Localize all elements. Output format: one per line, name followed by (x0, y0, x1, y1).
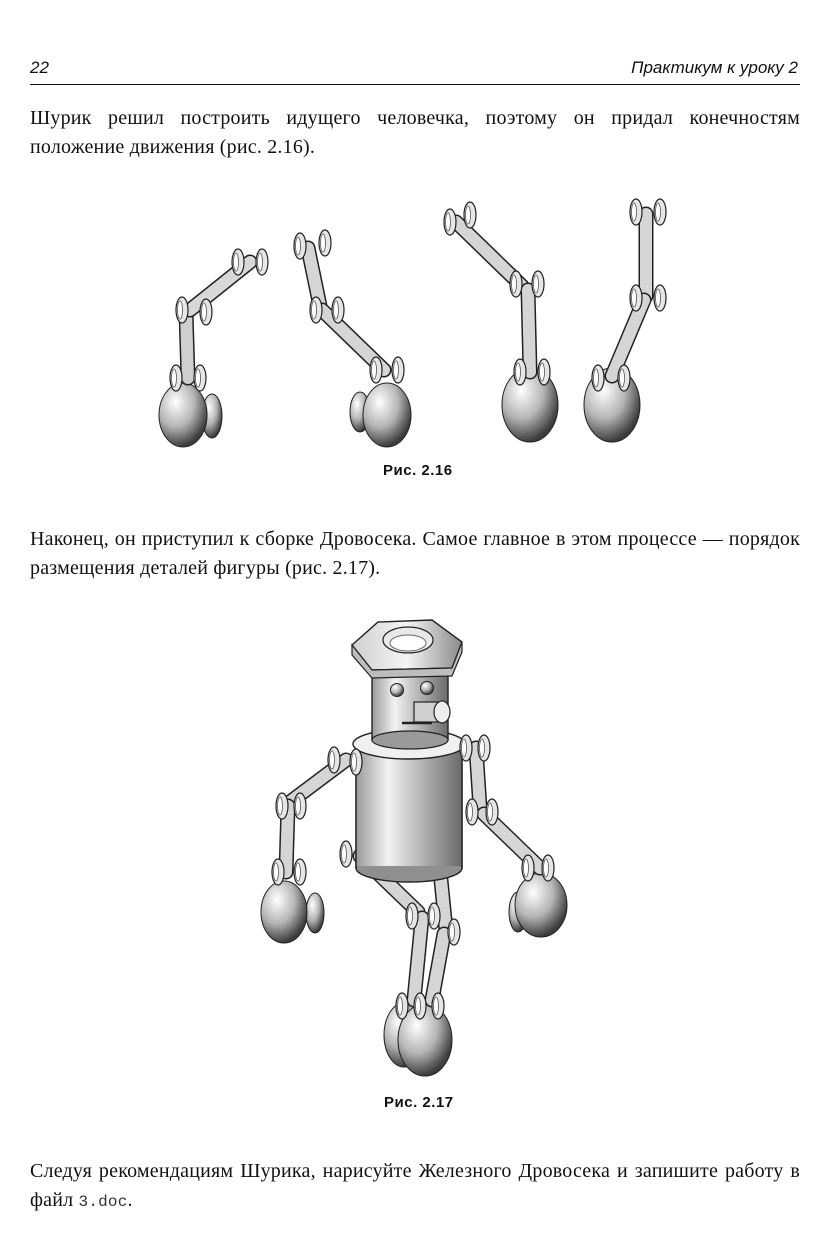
paragraph-assembly: Наконец, он приступил к сборке Дровосека. Самое главное в этом процессе — порядок размещения деталей фигуры (рис. 2.17). (30, 528, 800, 579)
figure-caption-2-16: Рис. 2.16 (383, 462, 453, 479)
task-end: . (127, 1189, 133, 1211)
figure-caption-2-17: Рис. 2.17 (384, 1094, 454, 1111)
file-name: 3.doc (78, 1193, 128, 1211)
running-title: Практикум к уроку 2 (631, 58, 798, 77)
leg-pose-1 (159, 249, 268, 447)
woodman-figure (261, 620, 567, 1076)
page-number: 22 (30, 58, 49, 77)
paragraph-task (30, 1157, 800, 1217)
paragraph-intro: Шурик решил построить идущего человечка, поэтому он придал конечностям положение движения (рис. 2.16). (30, 107, 800, 158)
task-text: Следуя рекомендациям Шурика, нарисуйте Железного Дровосека и запишите работу в файл (30, 1160, 800, 1211)
leg-pose-3 (444, 202, 558, 442)
leg-pose-4 (584, 199, 666, 442)
leg-pose-2 (294, 230, 411, 447)
